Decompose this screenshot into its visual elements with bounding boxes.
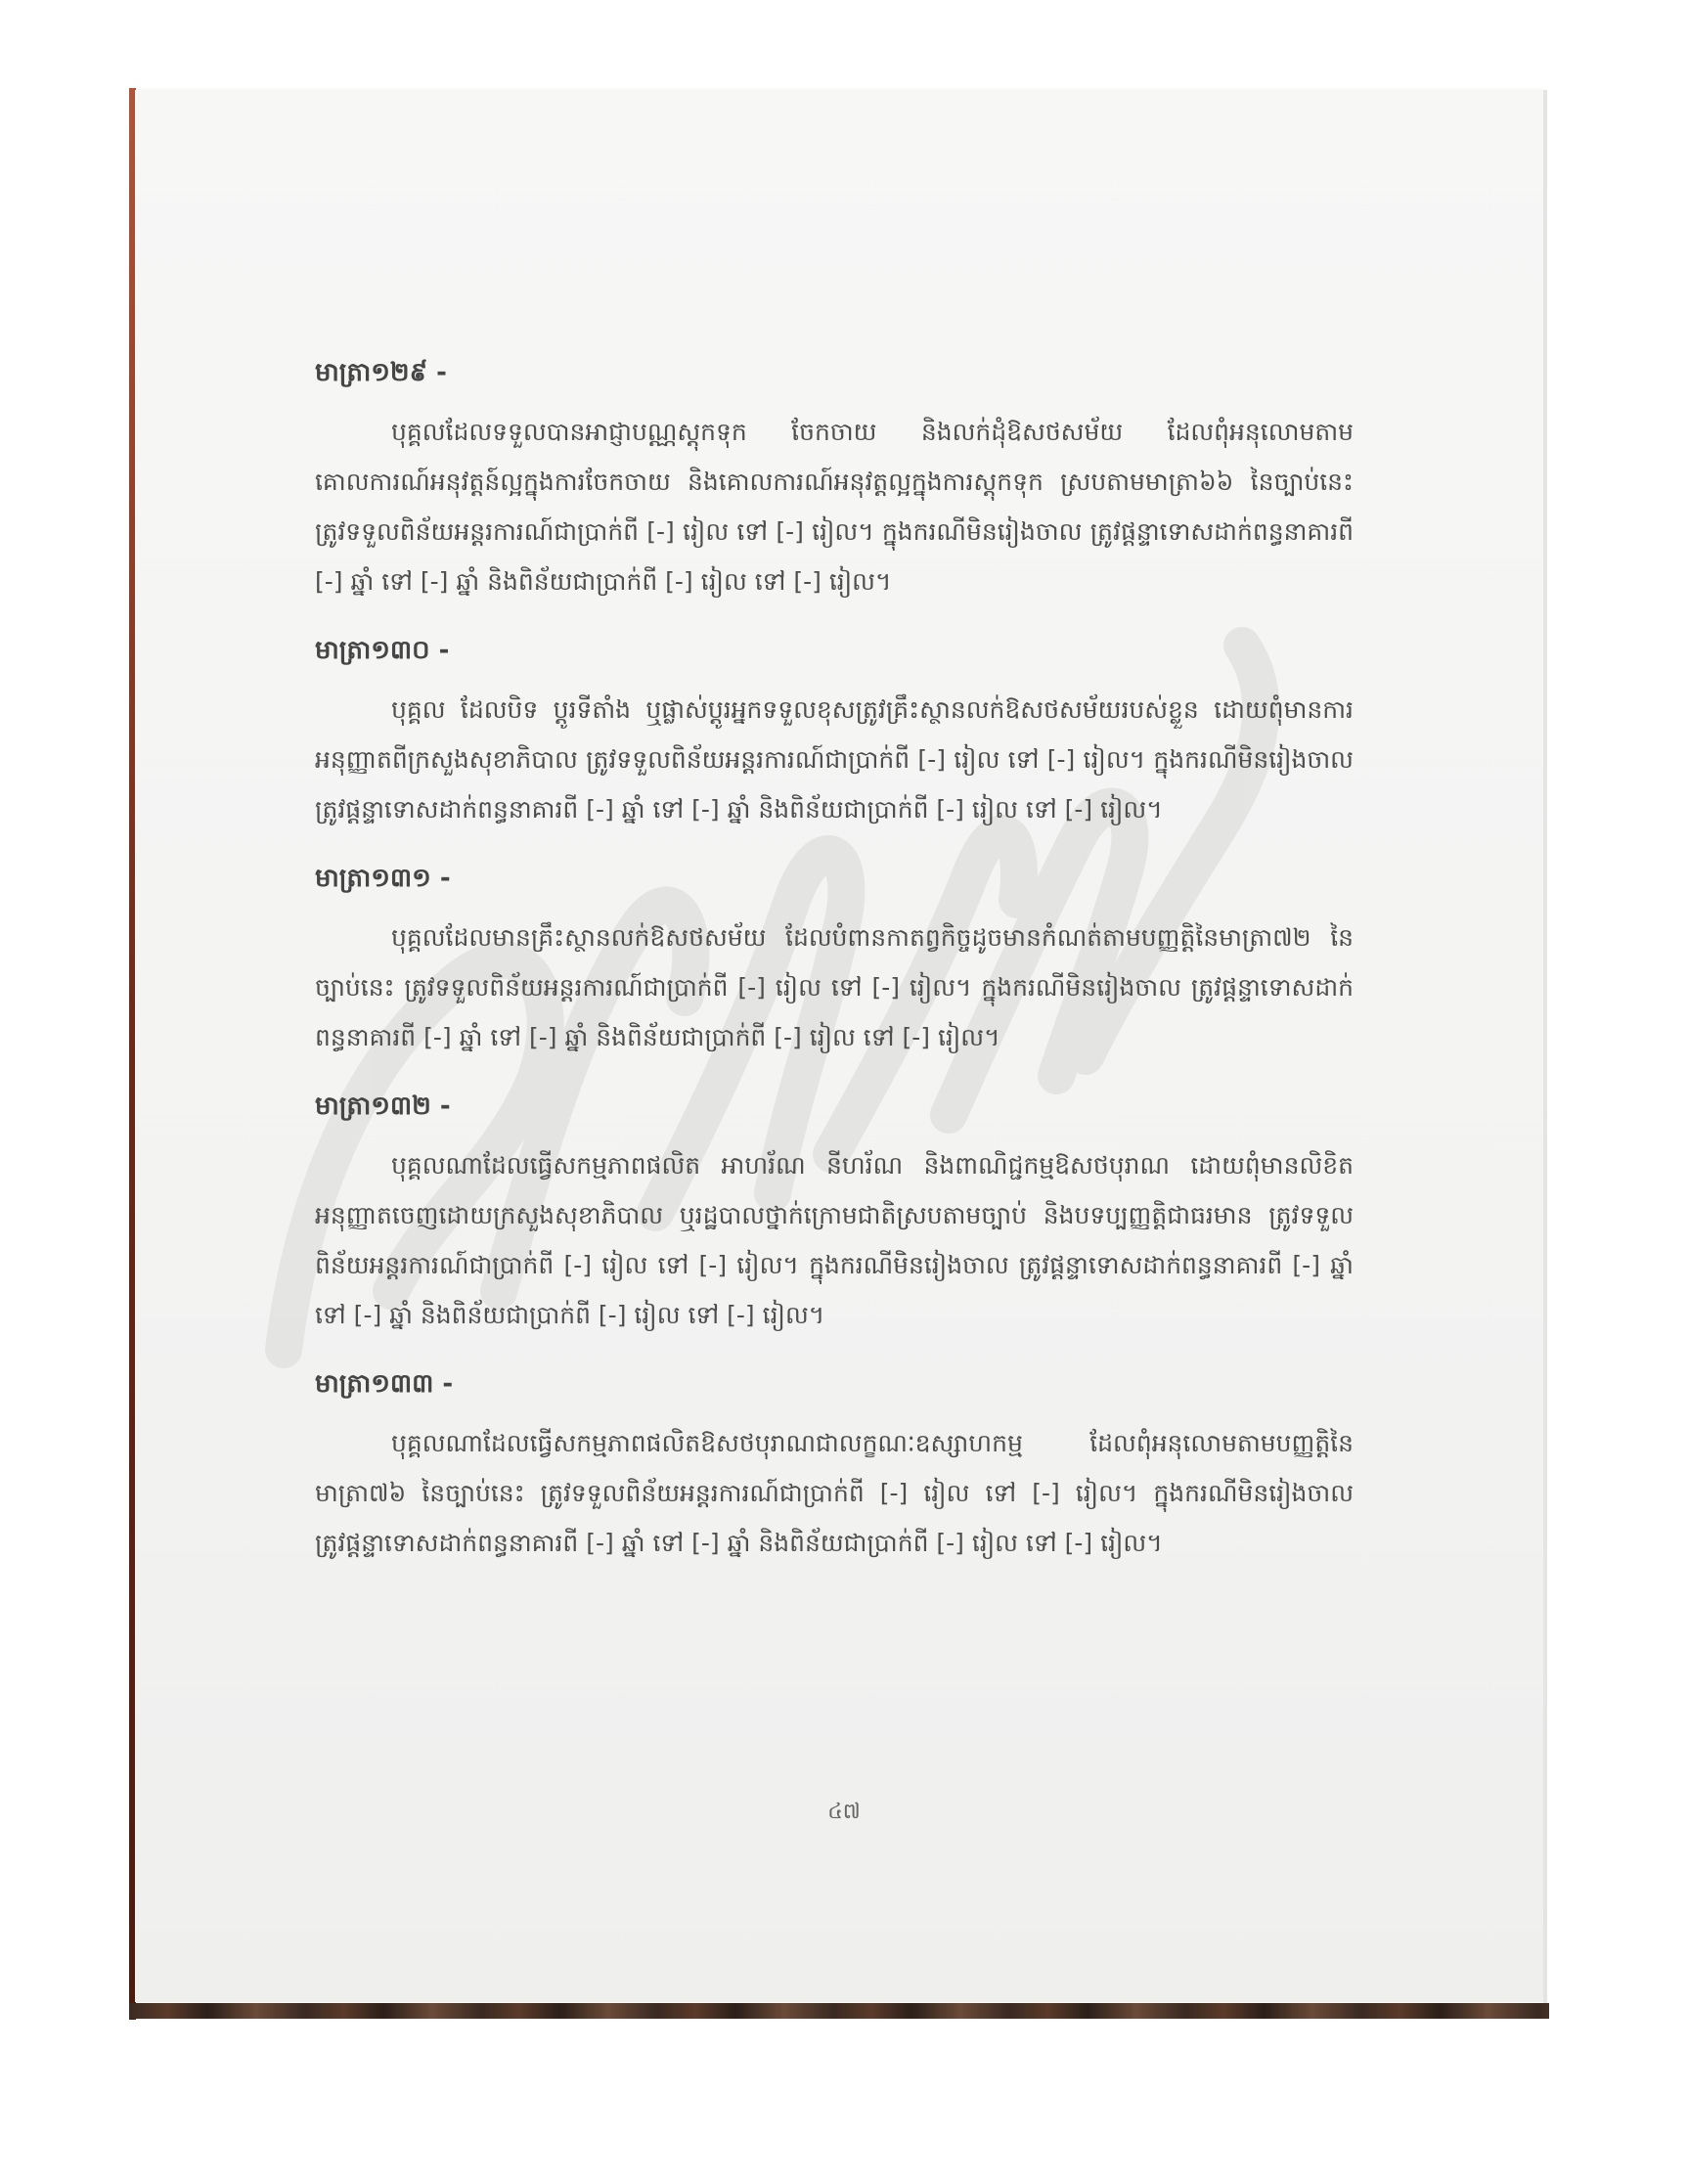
- article-130: [315, 630, 1354, 834]
- article-129: [315, 352, 1354, 606]
- article-body: បុគ្គលណាដែលធ្វើសកម្មភាពផលិត អាហរ័ណ នីហរ័ណ និងពាណិជ្ជកម្មឱសថបុរាណ ដោយពុំមានលិខិតអនុញ្ញាតចេញដោយក្រសួងសុខាភិបាល ឬរដ្ឋបាលថ្នាក់ក្រោមជាតិស្របតាមច្បាប់ និងបទប្បញ្ញត្តិជាធរមាន ត្រូវទទួលពិន័យអន្តរការណ៍ជាប្រាក់ពី [-] រៀល ទៅ [-] រៀល។ ក្នុងករណីមិនរៀងចាល ត្រូវផ្តន្ទាទោសដាក់ពន្ធនាគារពី [-] ឆ្នាំ ទៅ [-] ឆ្នាំ និងពិន័យជាប្រាក់ពី [-] រៀល ទៅ [-] រៀល។: [315, 1151, 1354, 1329]
- article-body: បុគ្គល ដែលបិទ ប្តូរទីតាំង ឬផ្លាស់ប្តូរអ្នកទទួលខុសត្រូវគ្រឹះស្ថានលក់ឱសថសម័យរបស់ខ្លួន ដោយពុំមានការអនុញ្ញាតពីក្រសួងសុខាភិបាល ត្រូវទទួលពិន័យអន្តរការណ៍ជាប្រាក់ពី [-] រៀល ទៅ [-] រៀល។ ក្នុងករណីមិនរៀងចាល ត្រូវផ្តន្ទាទោសដាក់ពន្ធនាគារពី [-] ឆ្នាំ ទៅ [-] ឆ្នាំ និងពិន័យជាប្រាក់ពី [-] រៀល ទៅ [-] រៀល។: [315, 695, 1354, 824]
- article-title: មាត្រា១៣៣ -: [315, 1369, 454, 1399]
- article-title: មាត្រា១៣២ -: [315, 1092, 451, 1121]
- article-body: បុគ្គលដែលទទួលបានអាជ្ញាបណ្ណស្តុកទុក ចែកចាយ និងលក់ដុំឱសថសម័យ ដែលពុំអនុលោមតាមគោលការណ៍អនុវត្តន៍ល្អក្នុងការចែកចាយ និងគោលការណ៍អនុវត្តល្អក្នុងការស្តុកទុក ស្របតាមមាត្រា៦៦ នៃច្បាប់នេះ ត្រូវទទួលពិន័យអន្តរការណ៍ជាប្រាក់ពី [-] រៀល ទៅ [-] រៀល។ ក្នុងករណីមិនរៀងចាល ត្រូវផ្តន្ទាទោសដាក់ពន្ធនាគារពី [-] ឆ្នាំ ទៅ [-] ឆ្នាំ និងពិន័យជាប្រាក់ពី [-] រៀល ទៅ [-] រៀល។: [315, 418, 1354, 596]
- article-131: [315, 858, 1354, 1062]
- article-body: បុគ្គលណាដែលធ្វើសកម្មភាពផលិតឱសថបុរាណជាលក្ខណៈឧស្សាហកម្ម ដែលពុំអនុលោមតាមបញ្ញត្តិនៃមាត្រា៧៦ នៃច្បាប់នេះ ត្រូវទទួលពិន័យអន្តរការណ៍ជាប្រាក់ពី [-] រៀល ទៅ [-] រៀល។ ក្នុងករណីមិនរៀងចាល ត្រូវផ្តន្ទាទោសដាក់ពន្ធនាគារពី [-] ឆ្នាំ ទៅ [-] ឆ្នាំ និងពិន័យជាប្រាក់ពី [-] រៀល ទៅ [-] រៀល។: [315, 1429, 1354, 1557]
- article-title: មាត្រា១៣១ -: [315, 864, 451, 893]
- table-edge-bottom: [129, 2003, 1549, 2019]
- article-body: បុគ្គលដែលមានគ្រឹះស្ថានលក់ឱសថសម័យ ដែលបំពានកាតព្វកិច្ចដូចមានកំណត់តាមបញ្ញត្តិនៃមាត្រា៧២ នៃច្បាប់នេះ ត្រូវទទួលពិន័យអន្តរការណ៍ជាប្រាក់ពី [-] រៀល ទៅ [-] រៀល។ ក្នុងករណីមិនរៀងចាល ត្រូវផ្តន្ទាទោសដាក់ពន្ធនាគារពី [-] ឆ្នាំ ទៅ [-] ឆ្នាំ និងពិន័យជាប្រាក់ពី [-] រៀល ទៅ [-] រៀល។: [315, 923, 1354, 1051]
- paper-edge-right: [1543, 90, 1547, 2005]
- article-title: មាត្រា១៣០ -: [315, 636, 450, 665]
- article-132: [315, 1086, 1354, 1340]
- document-content: [315, 352, 1354, 1591]
- article-title: មាត្រា១២៩ -: [315, 358, 447, 387]
- page-number: ៤៧: [827, 1800, 861, 1824]
- article-133: [315, 1363, 1354, 1568]
